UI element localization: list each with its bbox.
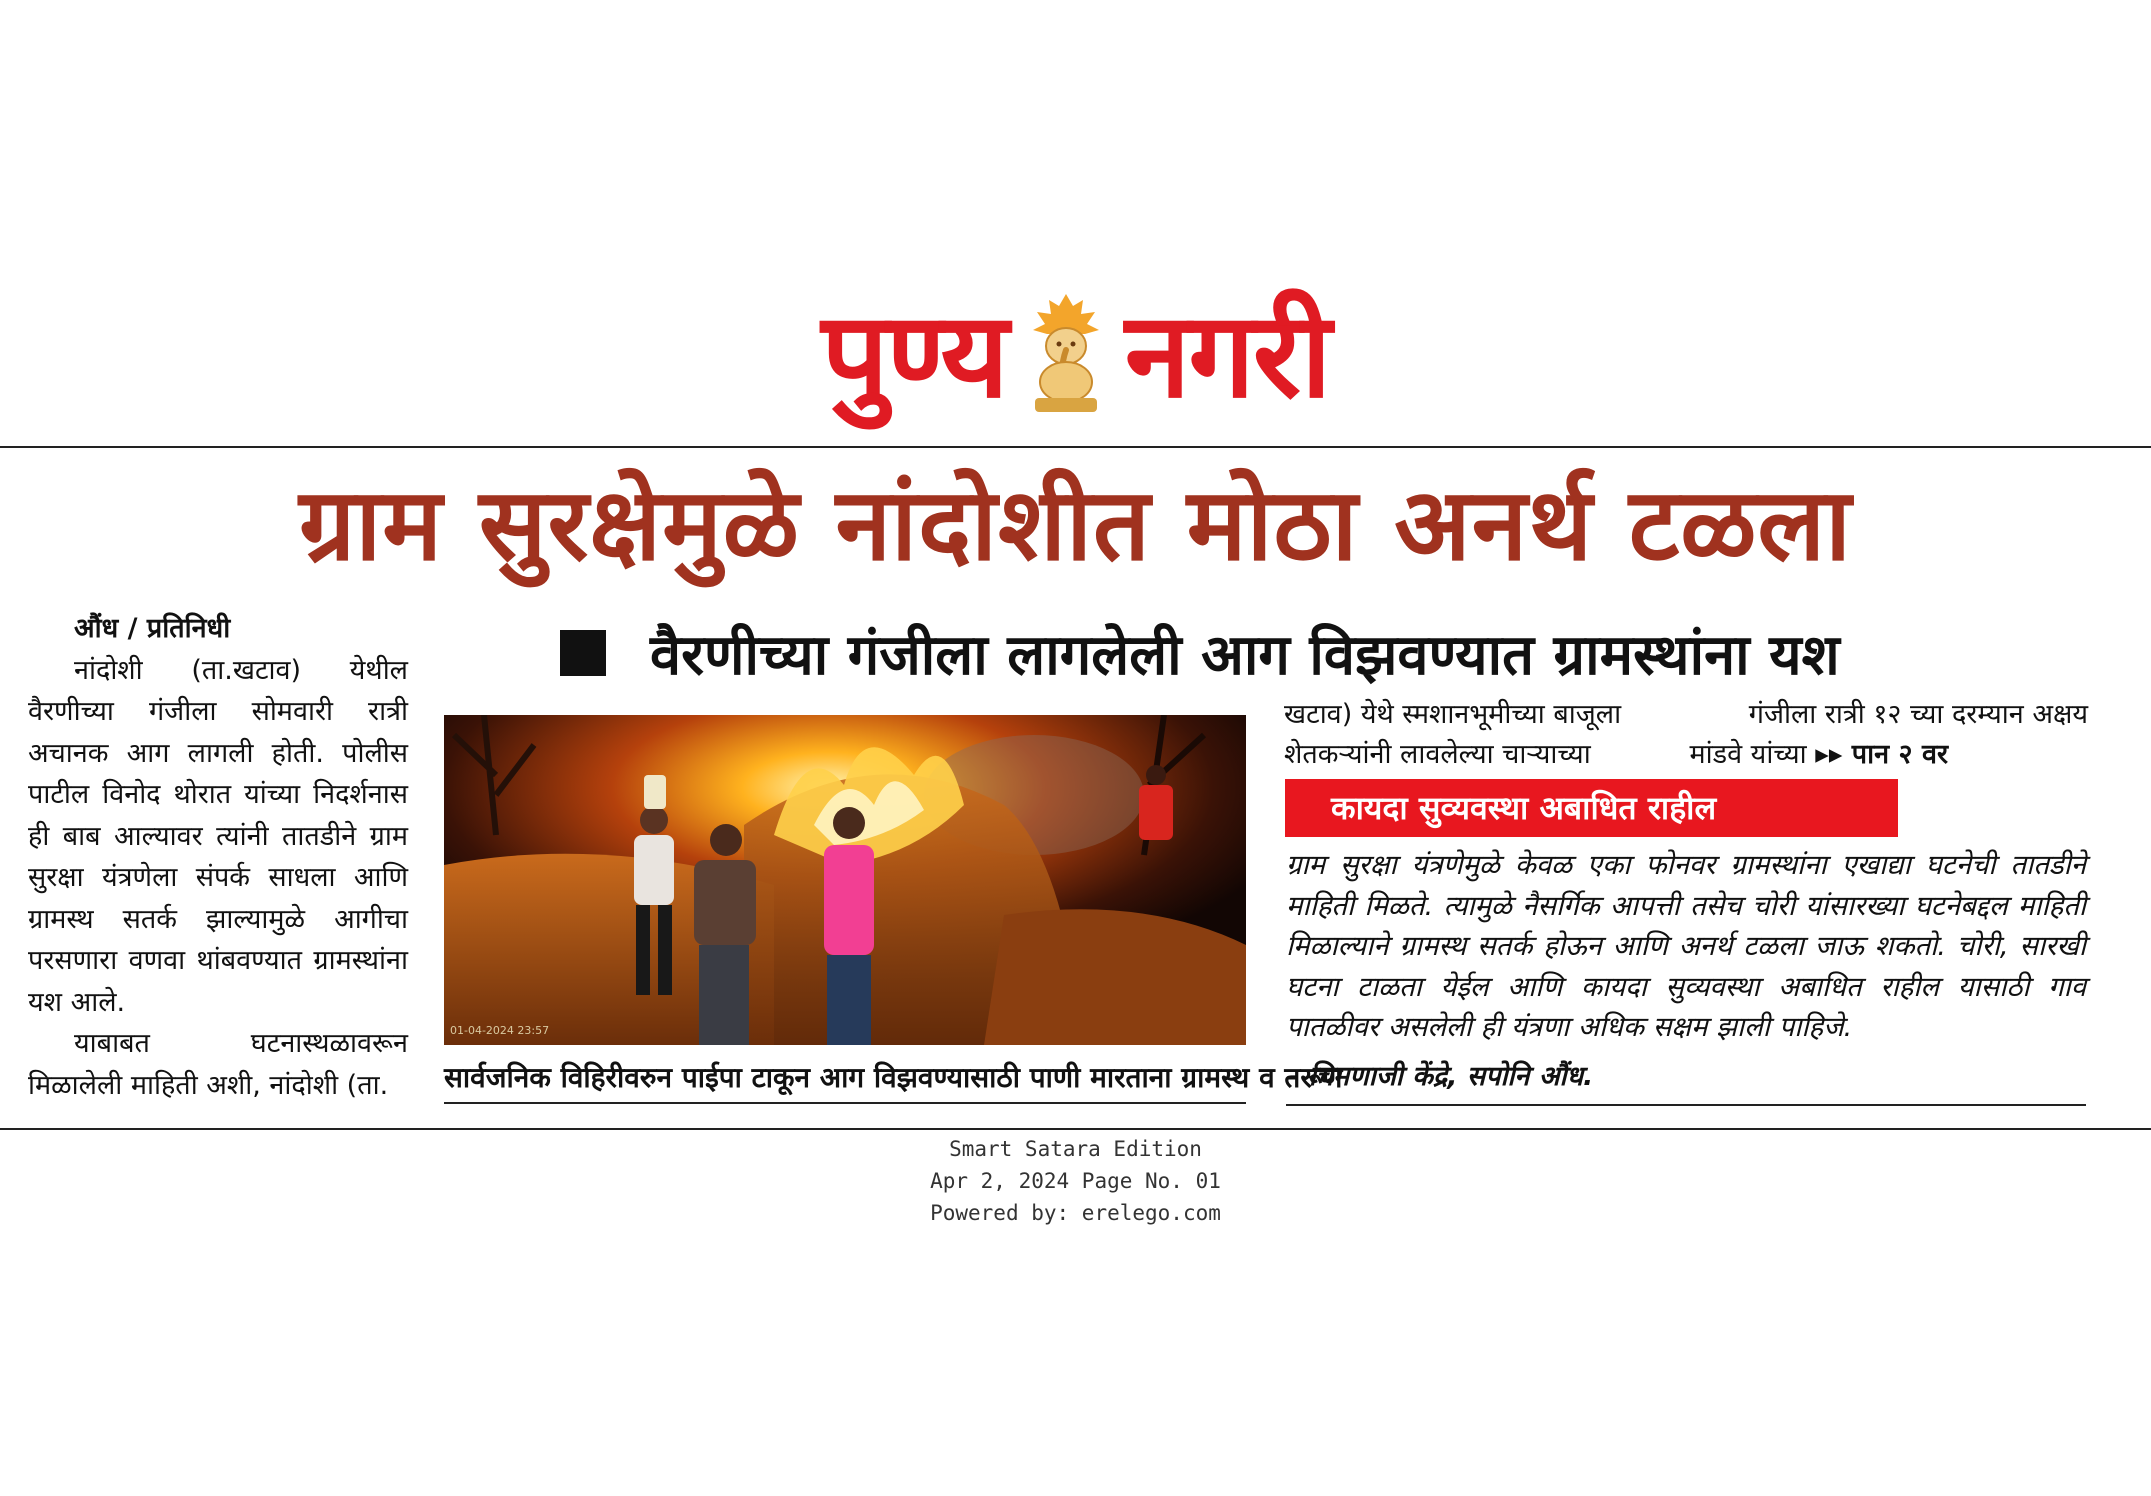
article-line — [1284, 735, 2088, 775]
continued-on-page-link[interactable]: ▸▸ पान २ वर — [1815, 739, 1948, 770]
square-bullet-icon — [560, 630, 606, 676]
masthead — [0, 265, 2151, 445]
photo-date-stamp: 01-04-2024 23:57 — [450, 1024, 550, 1037]
edition-name: Smart Satara Edition — [949, 1137, 1202, 1161]
left-column — [28, 608, 408, 1106]
bottom-rule — [0, 1128, 2151, 1130]
masthead-rule — [0, 446, 2151, 448]
article-line — [1284, 695, 2088, 735]
article-paragraph-1: नांदोशी (ता.खटाव) येथील वैरणीच्या गंजीला सोमवारी रात्री अचानक आग लागली होती. पोलीस पाटील विनोद थोरात यांच्या निदर्शनास ही बाब आल्यावर त्यांनी तातडीने ग्राम सुरक्षा यंत्रणेला संपर्क साधला आणि ग्रामस्थ सतर्क झाल्यामुळे आगीचा परसणारा वणवा थांबवण्यात ग्रामस्थांना यश आले. — [28, 654, 408, 1018]
subhead — [560, 615, 1840, 690]
quote-text: ग्राम सुरक्षा यंत्रणेमुळे केवळ एका फोनवर ग्रामस्थांना एखाद्या घटनेची तातडीने माहिती मिळते. त्यामुळे नैसर्गिक आपत्ती तसेच चोरी यांसारख्या घटनेबद्दल माहिती मिळाल्याने ग्रामस्थ सतर्क होऊन आणि अनर्थ टळला जाऊ शकतो. चोरी, सारखी घटना टाळता येईल आणि कायदा सुव्यवस्था अबाधित राहील यासाठी गाव पातळीवर असलेली ही यंत्रणा अधिक सक्षम झाली पाहिजे. — [1286, 849, 2086, 1043]
right-column-text — [1284, 695, 2088, 775]
edition-date-page: Apr 2, 2024 Page No. 01 — [930, 1169, 1221, 1193]
headline: ग्राम सुरक्षेमुळे नांदोशीत मोठा अनर्थ टळला — [298, 466, 1853, 583]
article-line-part: मांडवे यांच्या — [1689, 739, 1807, 770]
article-line-part: गंजीला रात्री १२ च्या दरम्यान अक्षय — [1748, 699, 2088, 730]
article-paragraph-2: याबाबत घटनास्थळावरून मिळालेली माहिती अशी, नांदोशी (ता. — [28, 1028, 408, 1101]
quote-rule — [1286, 1104, 2086, 1106]
masthead-name-left: पुण्य — [821, 286, 1007, 424]
article-line-part: खटाव) येथे स्मशानभूमीच्या बाजूला — [1284, 699, 1622, 730]
masthead-name-right: नगरी — [1124, 286, 1330, 424]
subhead-text: वैरणीच्या गंजीला लागलेली आग विझवण्यात ग्रामस्थांना यश — [650, 622, 1840, 688]
quote-attribution: – चिमणाजी केंद्रे, सपोनि औंध. — [1286, 1061, 1594, 1092]
edition-footer — [0, 1133, 2151, 1229]
byline: औंध / प्रतिनिधी — [74, 613, 231, 644]
article-line-part — [1690, 735, 1949, 775]
photo-caption: सार्वजनिक विहिरीवरुन पाईपा टाकून आग विझवण्यासाठी पाणी मारताना ग्रामस्थ व तरूण — [444, 1058, 1246, 1104]
news-photo — [444, 715, 1246, 1045]
article-line-part: शेतकऱ्यांनी लावलेल्या चाऱ्याच्या — [1284, 739, 1591, 770]
ganesha-emblem-icon — [1021, 290, 1111, 420]
fire-scene-image — [444, 715, 1246, 1045]
quote-box-title: कायदा सुव्यवस्था अबाधित राहील — [1285, 779, 1898, 837]
powered-by: Powered by: erelego.com — [930, 1201, 1221, 1225]
